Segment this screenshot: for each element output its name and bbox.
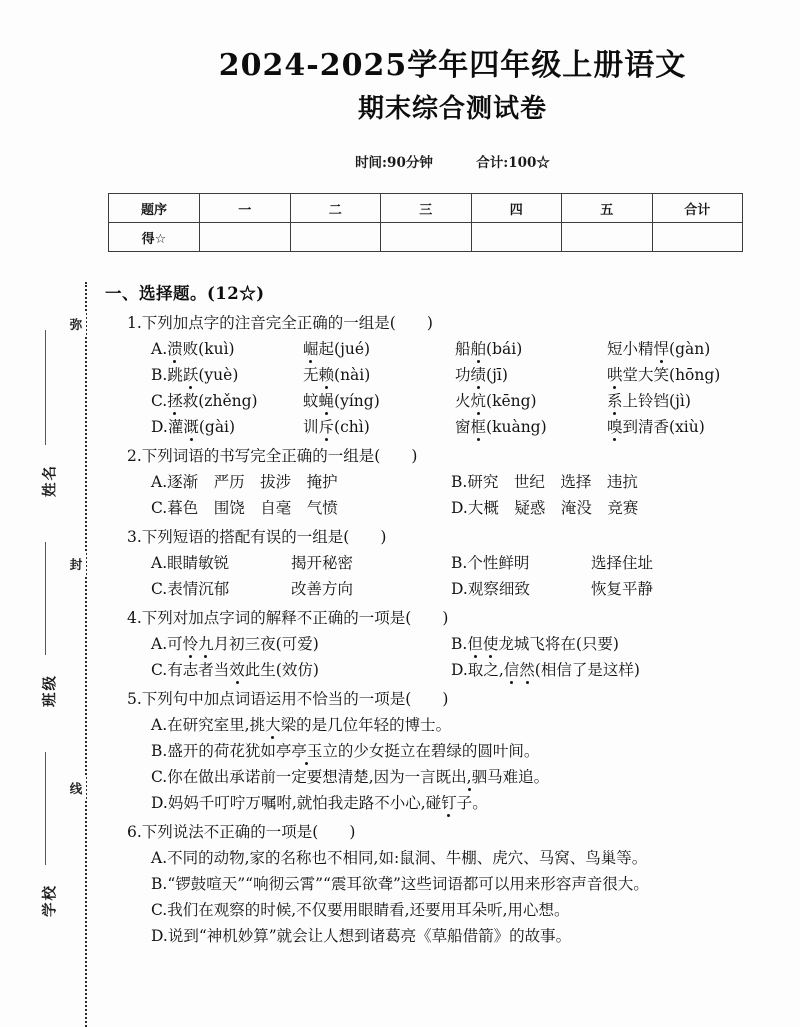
score-value-cell-4[interactable]	[471, 223, 562, 252]
question-6-text: 下列说法不正确的一项是( )	[141, 823, 356, 842]
q1-A-c3-dotted: 舶	[471, 337, 487, 359]
q1-B-c3-dotted: 绩	[471, 363, 487, 385]
title-block	[105, 0, 800, 171]
q1-B-c3-pre: 功	[455, 366, 471, 385]
q4-C-pre: 有志者当	[167, 661, 230, 680]
seal-char-1: 弥	[66, 312, 86, 336]
q3-C-phrase-1: 表情沉郁	[167, 580, 230, 599]
q1-D-c3-pre: 窗	[455, 418, 471, 437]
question-6-option-B[interactable]	[151, 872, 800, 894]
q4-A-label: A.	[151, 635, 168, 654]
q3-B[interactable]	[451, 551, 591, 573]
q2-A[interactable]	[151, 470, 451, 492]
question-3-stem	[127, 525, 800, 547]
score-value-cell-6[interactable]	[652, 223, 743, 252]
q1-B-c2-dotted: 赖	[319, 363, 335, 385]
q1-D-c2-dotted: 斥	[319, 415, 335, 437]
q4-D-label: D.	[451, 661, 468, 680]
seal-char-2: 封	[66, 552, 86, 576]
score-value-cell-1[interactable]	[200, 223, 291, 252]
question-6-option-C[interactable]	[151, 898, 800, 920]
q1-A-c2-dotted: 崛	[303, 337, 319, 359]
q1-B-cell-4	[607, 363, 720, 385]
question-6-option-D[interactable]	[151, 924, 800, 946]
q6-D	[151, 924, 571, 946]
q3-A[interactable]	[151, 551, 291, 573]
q2-D[interactable]	[451, 496, 638, 518]
q4-D-dotted-1: 信	[504, 658, 520, 680]
q4-C[interactable]	[151, 658, 451, 680]
q3-C[interactable]	[151, 577, 291, 599]
question-6-stem	[127, 820, 800, 842]
q1-D-c3-post: (kuàng)	[486, 418, 547, 437]
question-1-option-D[interactable]	[151, 415, 800, 437]
q6-D-text: 说到“神机妙算”就会让人想到诸葛亮《草船借箭》的故事。	[167, 927, 572, 946]
q1-A-c2-post: 起(jué)	[318, 340, 371, 359]
question-2-text: 下列词语的书写完全正确的一组是( )	[141, 447, 418, 466]
q4-D-post: (相信了是这样)	[534, 661, 640, 680]
q1-B-c4-dotted: 哄	[607, 363, 623, 385]
q1-C-cell-4	[607, 389, 691, 411]
q2-B-label: B.	[451, 473, 468, 492]
q1-B-cell-3	[455, 363, 607, 385]
q3-A-label: A.	[151, 554, 168, 573]
score-value-cell-2[interactable]	[290, 223, 381, 252]
q6-C-label: C.	[151, 901, 168, 920]
q4-B-label: B.	[451, 635, 468, 654]
question-3-row-1[interactable]	[151, 551, 800, 573]
q3-D[interactable]	[451, 577, 591, 599]
q1-D-c1-post: (gài)	[198, 418, 236, 437]
field-label-school: 学校	[42, 884, 59, 917]
score-header-cell-0: 题序	[109, 194, 200, 223]
q1-C-c4-post: 上铃铛(jì)	[622, 392, 691, 411]
q1-C-cell-2	[303, 389, 455, 411]
page-title-line-2: 期末综合测试卷	[357, 94, 547, 124]
q1-A-cell-2	[303, 337, 455, 359]
seal-dotted-line	[85, 282, 87, 1027]
q1-A-cell-4	[607, 337, 710, 359]
question-5-option-A[interactable]	[151, 713, 800, 735]
question-5-number: 5.	[127, 690, 142, 709]
q1-C-c3-dotted: 炕	[471, 389, 487, 411]
score-value-cell-5[interactable]	[562, 223, 653, 252]
q6-B	[151, 872, 649, 894]
q5-C-label: C.	[151, 768, 168, 787]
field-label-class: 班级	[42, 674, 59, 707]
q1-D-cell-3	[455, 415, 607, 437]
q1-B-c1-pre: 跳	[167, 366, 183, 385]
q2-B[interactable]	[451, 470, 638, 492]
q4-A[interactable]	[151, 632, 451, 654]
q5-D-post: 。	[472, 794, 488, 813]
q4-B-post: 龙城飞将在(只要)	[498, 635, 619, 654]
question-1-stem	[127, 311, 800, 333]
q5-B-post: 的少女挺立在碧绿的圆叶间。	[337, 742, 540, 761]
q3-D-phrase-2: 恢复平静	[591, 580, 654, 599]
question-4-number: 4.	[127, 609, 142, 628]
q1-A-cell-1	[151, 337, 303, 359]
q1-D-c2-pre: 训	[303, 418, 319, 437]
q1-D-cell-2	[303, 415, 455, 437]
q1-C-c3-post: (kēng)	[486, 392, 537, 411]
q3-B-phrase-1: 个性鲜明	[467, 554, 530, 573]
q6-A	[151, 846, 647, 868]
q1-C-label: C.	[151, 392, 168, 411]
q3-D-second	[591, 577, 653, 599]
q1-D-c3-dotted: 框	[471, 415, 487, 437]
q6-A-label: A.	[151, 849, 168, 868]
q1-D-c1-dotted: 溉	[183, 415, 199, 437]
q1-B-label: B.	[151, 366, 168, 385]
q1-A-cell-3	[455, 337, 607, 359]
q1-B-cell-2	[303, 363, 455, 385]
q4-D-dotted-2: 然	[519, 658, 535, 680]
q1-D-cell-4	[607, 415, 705, 437]
q3-B-label: B.	[451, 554, 468, 573]
score-header-cell-5: 五	[562, 194, 653, 223]
exam-duration: 时间:90分钟	[355, 155, 433, 172]
seal-char-3: 线	[66, 776, 86, 800]
q1-A-c3-post: (bái)	[486, 340, 523, 359]
question-1-option-A[interactable]	[151, 337, 800, 359]
q3-A-second	[291, 551, 451, 573]
q5-A-dotted: 挑大梁	[250, 713, 297, 735]
question-5-option-D[interactable]	[151, 791, 800, 813]
q3-B-second	[591, 551, 653, 573]
q2-B-text: 研究 世纪 选择 违抗	[467, 473, 638, 492]
question-4-stem	[127, 606, 800, 628]
q1-A-c4-post: (gàn)	[669, 340, 711, 359]
q6-A-text: 不同的动物,家的名称也不相同,如:鼠洞、牛棚、虎穴、马窝、鸟巢等。	[167, 849, 648, 868]
question-2-row-1[interactable]	[151, 470, 800, 492]
q1-A-label: A.	[151, 340, 168, 359]
q1-B-c3-post: (jī)	[486, 366, 508, 385]
q4-A-post: 月初三夜(可爱)	[213, 635, 319, 654]
score-table-header-row	[109, 194, 743, 223]
q6-B-text: “锣鼓喧天”“响彻云霄”“震耳欲聋”这些词语都可以用来形容声音很大。	[167, 875, 649, 894]
q2-D-label: D.	[451, 499, 468, 518]
question-4-row-1[interactable]	[151, 632, 800, 654]
q5-A-pre: 在研究室里,	[167, 716, 250, 735]
question-6-option-A[interactable]	[151, 846, 800, 868]
q6-D-label: D.	[151, 927, 168, 946]
question-6-number: 6.	[127, 823, 142, 842]
score-value-cell-3[interactable]	[381, 223, 472, 252]
score-table-wrapper	[108, 193, 743, 252]
q1-D-c2-post: (chì)	[334, 418, 370, 437]
q4-D[interactable]	[451, 658, 640, 680]
q1-B-c1-post: (yuè)	[198, 366, 239, 385]
question-5-option-B[interactable]	[151, 739, 800, 761]
score-table-value-row	[109, 223, 743, 252]
q2-D-text: 大概 疑惑 淹没 竞赛	[467, 499, 639, 518]
page-title-line-1: 2024-2025学年四年级上册语文	[218, 48, 687, 83]
left-margin-seal-area	[0, 0, 105, 1027]
question-1-option-C[interactable]	[151, 389, 800, 411]
q5-B-pre: 盛开的荷花犹如	[167, 742, 276, 761]
q6-C	[151, 898, 570, 920]
question-3-text: 下列短语的搭配有误的一组是( )	[141, 528, 387, 547]
q1-D-c4-post: 到清香(xiù)	[622, 418, 705, 437]
q1-C-cell-3	[455, 389, 607, 411]
q5-A-post: 的是几位年轻的博士。	[296, 716, 452, 735]
question-1-text: 下列加点字的注音完全正确的一组是( )	[141, 314, 433, 333]
q3-C-phrase-2: 改善方向	[291, 580, 354, 599]
q3-B-phrase-2: 选择住址	[591, 554, 654, 573]
q1-C-c1-post: 救(zhěng)	[182, 392, 258, 411]
score-header-cell-4: 四	[471, 194, 562, 223]
q5-B-label: B.	[151, 742, 168, 761]
q4-A-dotted-1: 怜	[183, 632, 199, 654]
question-5-option-C[interactable]	[151, 765, 800, 787]
q4-C-post: 此生(效仿)	[244, 661, 319, 680]
question-2-row-2[interactable]	[151, 496, 800, 518]
q1-B-c1-dotted: 跃	[183, 363, 199, 385]
q1-A-c4-pre: 短小精	[607, 340, 654, 359]
score-header-cell-6: 合计	[652, 194, 743, 223]
q4-A-pre: 可	[167, 635, 183, 654]
q1-B-c2-post: (nài)	[334, 366, 371, 385]
question-5-text: 下列句中加点词语运用不恰当的一项是( )	[141, 690, 449, 709]
q1-C-c2-post: (yíng)	[334, 392, 380, 411]
q4-C-label: C.	[151, 661, 168, 680]
q6-C-text: 我们在观察的时候,不仅要用眼睛看,还要用耳朵听,用心想。	[167, 901, 570, 920]
q1-A-c3-pre: 船	[455, 340, 471, 359]
score-header-cell-2: 二	[290, 194, 381, 223]
q5-C-pre: 你在做出承诺前一定要想清楚,因为	[167, 768, 405, 787]
q3-C-second	[291, 577, 451, 599]
q3-C-label: C.	[151, 580, 168, 599]
exam-sheet	[105, 0, 800, 1027]
q4-B-dotted-1: 但	[467, 632, 483, 654]
question-2-stem	[127, 444, 800, 466]
q1-C-cell-1	[151, 389, 303, 411]
q5-C	[151, 765, 549, 787]
q5-A	[151, 713, 451, 735]
q1-D-label: D.	[151, 418, 168, 437]
q1-C-c2-pre: 蚊	[303, 392, 319, 411]
question-4-text: 下列对加点字词的解释不正确的一项是( )	[141, 609, 449, 628]
q4-D-pre: 取之,	[467, 661, 504, 680]
q5-D-label: D.	[151, 794, 168, 813]
q1-B-c2-pre: 无	[303, 366, 319, 385]
q5-C-post: 。	[533, 768, 550, 787]
q1-A-c1-post: 败(kuì)	[182, 340, 235, 359]
q5-D	[151, 791, 488, 813]
exam-total-score: 合计:100☆	[476, 155, 550, 172]
score-header-cell-1: 一	[200, 194, 291, 223]
question-3-number: 3.	[127, 528, 142, 547]
q1-A-c1-dotted: 溃	[167, 337, 183, 359]
question-2-number: 2.	[127, 447, 142, 466]
q1-D-c4-dotted: 嗅	[607, 415, 623, 437]
q3-A-phrase-1: 眼睛敏锐	[167, 554, 230, 573]
q1-D-c1-pre: 灌	[167, 418, 184, 437]
q2-A-text: 逐渐 严历 拔涉 掩护	[167, 473, 338, 492]
section-heading-1: 一、选择题。(12☆)	[105, 284, 265, 304]
question-3-row-2[interactable]	[151, 577, 800, 599]
q1-C-c3-pre: 火	[455, 392, 471, 411]
q6-B-label: B.	[151, 875, 168, 894]
q4-A-dotted-2: 九	[198, 632, 214, 654]
field-label-name: 姓名	[42, 464, 59, 497]
q1-C-c2-dotted: 蝇	[319, 389, 335, 411]
q4-B[interactable]	[451, 632, 619, 654]
q2-C-text: 暮色 围饶 自毫 气愤	[167, 499, 338, 518]
q5-B-dotted: 亭亭玉立	[276, 739, 338, 761]
q2-C-label: C.	[151, 499, 168, 518]
q2-C[interactable]	[151, 496, 451, 518]
q2-A-label: A.	[151, 473, 168, 492]
exam-meta	[105, 151, 800, 171]
q5-B	[151, 739, 539, 761]
q3-D-label: D.	[451, 580, 468, 599]
q5-D-dotted: 碰钉子	[426, 791, 473, 813]
q4-C-dotted-1: 效	[229, 658, 245, 680]
q1-B-c4-post: 堂大笑(hōng)	[622, 366, 721, 385]
score-table	[108, 193, 743, 252]
q1-C-c1-dotted: 拯	[167, 389, 183, 411]
q1-C-c4-dotted: 系	[607, 389, 623, 411]
question-5-stem	[127, 687, 800, 709]
q1-B-cell-1	[151, 363, 303, 385]
q5-D-pre: 妈妈千叮咛万嘱咐,就怕我走路不小心,	[167, 794, 426, 813]
score-value-cell-0: 得☆	[109, 223, 200, 252]
question-4-row-2[interactable]	[151, 658, 800, 680]
question-1-number: 1.	[127, 314, 142, 333]
q5-A-label: A.	[151, 716, 168, 735]
question-1-option-B[interactable]	[151, 363, 800, 385]
q5-C-dotted: 一言既出,驷马难追	[405, 765, 534, 787]
q1-D-cell-1	[151, 415, 303, 437]
q4-B-dotted-2: 使	[483, 632, 499, 654]
q3-A-phrase-2: 揭开秘密	[291, 554, 354, 573]
q1-A-c4-dotted: 悍	[654, 337, 670, 359]
q3-D-phrase-1: 观察细致	[467, 580, 530, 599]
score-header-cell-3: 三	[381, 194, 472, 223]
